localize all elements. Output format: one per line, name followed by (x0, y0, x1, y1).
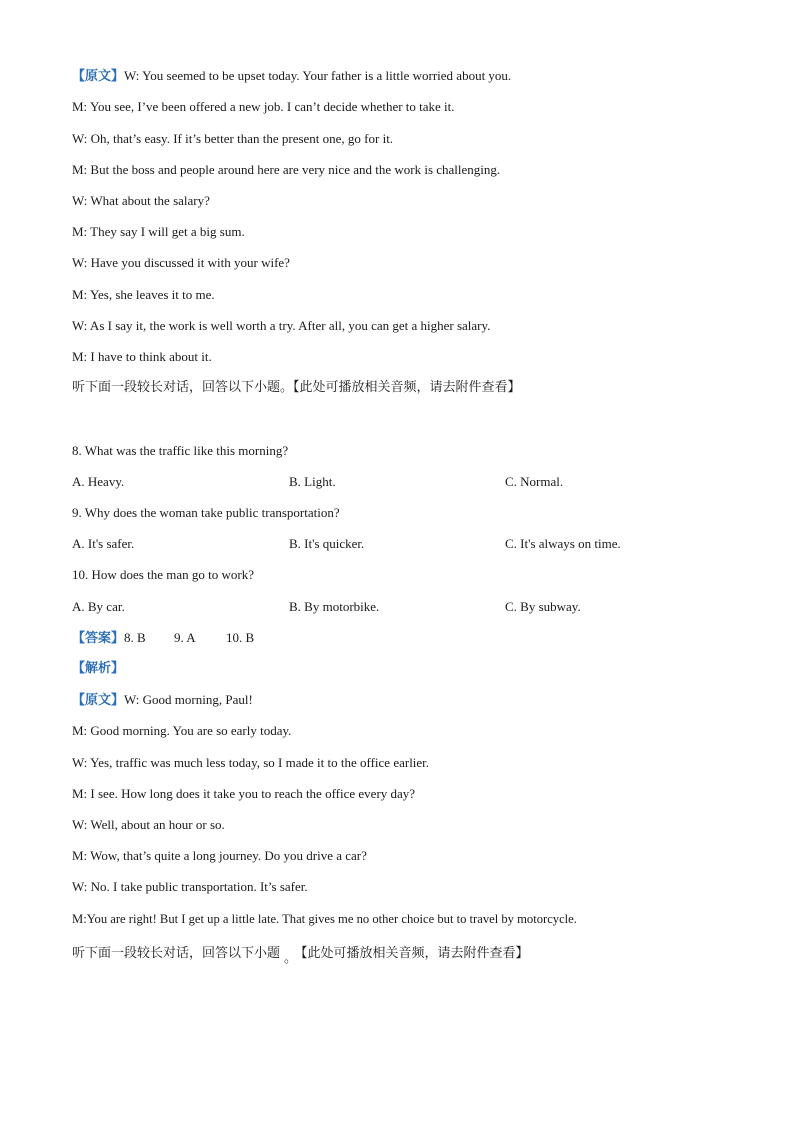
transcript-line: W: No. I take public transportation. It’s safer. (72, 879, 308, 894)
option-b: B. By motorbike. (289, 599, 380, 614)
transcript-line: M: Wow, that’s quite a long journey. Do you drive a car? (72, 848, 367, 863)
question-stem: 8. What was the traffic like this morning? (72, 443, 289, 458)
transcript-line: M: You see, I’ve been offered a new job. I can’t decide whether to take it. (72, 99, 455, 114)
option-a: A. It's safer. (72, 536, 135, 551)
analysis-tag: 【解析】 (72, 661, 125, 676)
transcript-line: M: I see. How long does it take you to reach the office every day? (72, 786, 416, 801)
answer-item: 9. A (174, 630, 196, 645)
transcript-line: M: I have to think about it. (72, 349, 212, 364)
listening-instruction: 听下面一段较长对话，回答以下小题 。 【此处可播放相关音频，请去附件查看】 (72, 946, 529, 966)
option-c: C. It's always on time. (505, 536, 621, 551)
option-a: A. Heavy. (72, 474, 125, 489)
transcript-line: M: But the boss and people around here are very nice and the work is challenging. (72, 162, 501, 177)
source-tag: 【原文】 (72, 69, 125, 84)
option-b: B. Light. (289, 474, 336, 489)
option-c: C. By subway. (505, 599, 581, 614)
transcript-line: 【原文】W: You seemed to be upset today. Your father is a little worried about you. (72, 68, 512, 84)
answer-line (72, 630, 254, 647)
question-stem: 9. Why does the woman take public transportation? (72, 505, 340, 520)
transcript-line: W: What about the salary? (72, 193, 210, 208)
option-c: C. Normal. (505, 474, 564, 489)
answer-item: 10. B (226, 630, 255, 645)
transcript-line: W: Yes, traffic was much less today, so I made it to the office earlier. (72, 755, 430, 770)
transcript-line: M:You are right! But I get up a little late. That gives me no other choice but to travel by motorcycle. (72, 912, 577, 926)
question-stem: 10. How does the man go to work? (72, 567, 254, 582)
transcript-line: W: As I say it, the work is well worth a try. After all, you can get a higher salary. (72, 318, 491, 333)
transcript-line: M: Good morning. You are so early today. (72, 723, 292, 738)
transcript-line: 【原文】W: Good morning, Paul! (72, 692, 253, 708)
answer-tag: 【答案】 (72, 631, 125, 646)
listening-instruction: 听下面一段较长对话，回答以下小题。【此处可播放相关音频，请去附件查看】 (72, 380, 521, 395)
transcript-line: M: Yes, she leaves it to me. (72, 287, 215, 302)
answer-item: 8. B (124, 630, 146, 645)
option-b: B. It's quicker. (289, 536, 365, 551)
transcript-line: M: They say I will get a big sum. (72, 224, 245, 239)
transcript-line: W: Have you discussed it with your wife? (72, 255, 290, 270)
transcript-line: W: Oh, that’s easy. If it’s better than the present one, go for it. (72, 131, 394, 146)
source-tag: 【原文】 (72, 693, 125, 708)
option-a: A. By car. (72, 599, 125, 614)
transcript-line: W: Well, about an hour or so. (72, 817, 225, 832)
